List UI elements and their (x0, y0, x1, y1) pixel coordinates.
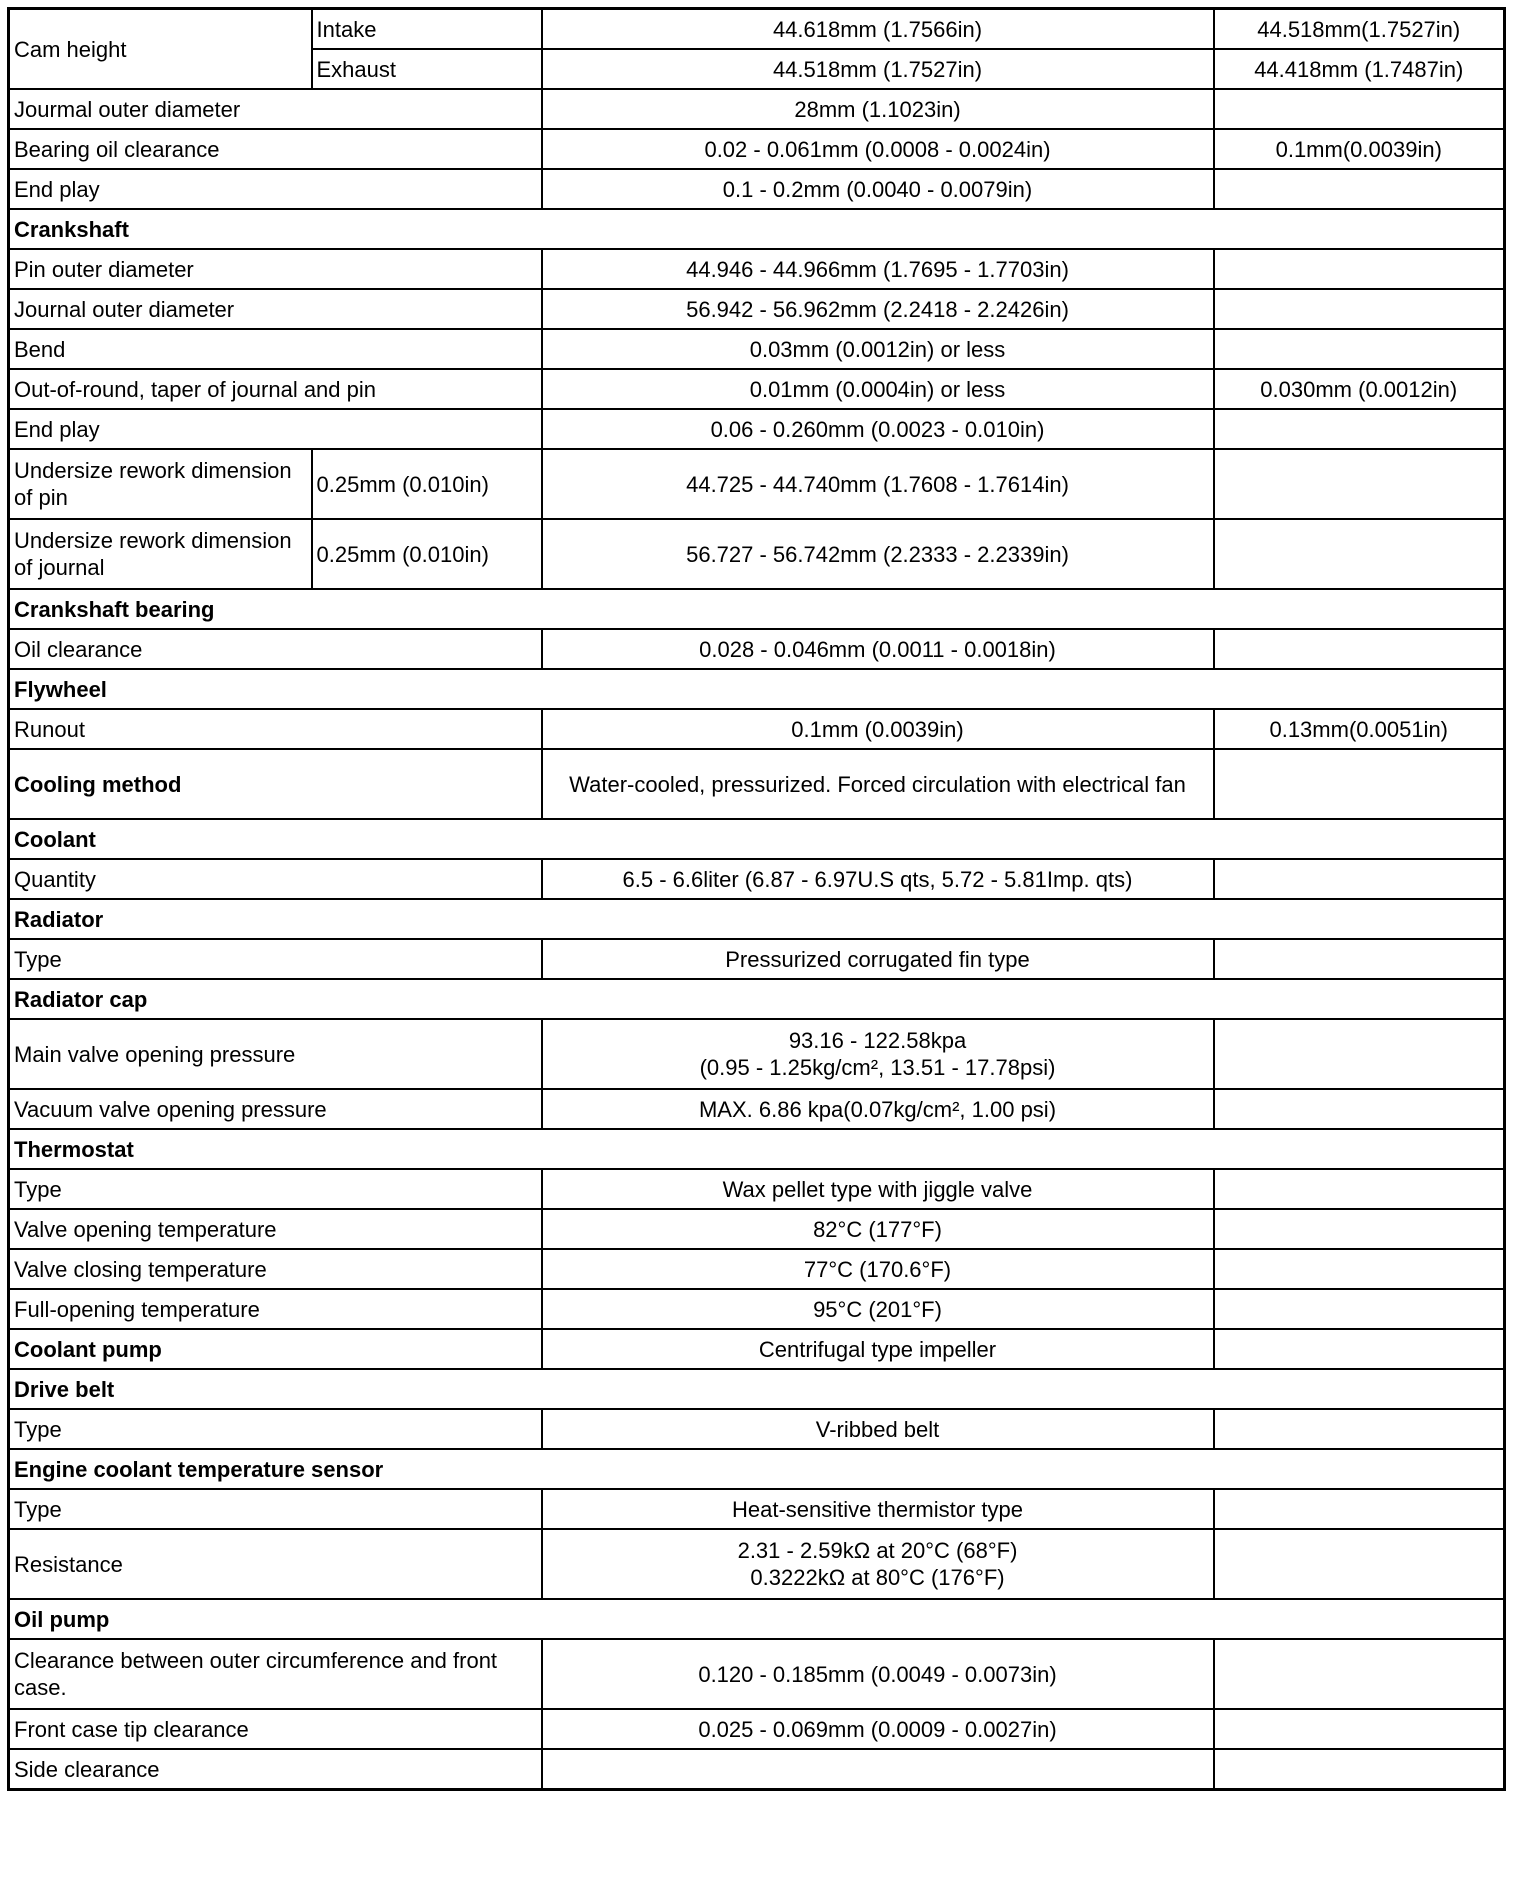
spec-label: Runout (9, 709, 542, 749)
spec-limit (1214, 1019, 1505, 1089)
section-title: Drive belt (9, 1369, 1505, 1409)
spec-value (542, 1749, 1214, 1790)
spec-value-line: Centrifugal type impeller (758, 1336, 997, 1362)
table-row (9, 1329, 1505, 1369)
spec-value (542, 1709, 1214, 1749)
spec-value-line: Wax pellet type with jiggle valve (722, 1176, 1033, 1202)
table-row (9, 249, 1505, 289)
spec-value-line: Water-cooled, pressurized. Forced circulation with electrical fan (569, 771, 1186, 797)
spec-limit (1214, 749, 1505, 819)
table-row (9, 1169, 1505, 1209)
spec-limit (1214, 449, 1505, 519)
spec-value-line: 0.120 - 0.185mm (0.0049 - 0.0073in) (698, 1661, 1057, 1687)
spec-value (542, 409, 1214, 449)
spec-value (542, 89, 1214, 129)
section-title: Crankshaft (9, 209, 1505, 249)
spec-value (542, 1639, 1214, 1709)
spec-limit (1214, 859, 1505, 899)
section-title: Engine coolant temperature sensor (9, 1449, 1505, 1489)
spec-value (542, 1019, 1214, 1089)
spec-limit (1214, 1529, 1505, 1599)
spec-value-line: 44.946 - 44.966mm (1.7695 - 1.7703in) (686, 256, 1069, 282)
spec-limit (1214, 1289, 1505, 1329)
spec-value (542, 369, 1214, 409)
spec-limit: 0.1mm(0.0039in) (1214, 129, 1505, 169)
spec-value (542, 249, 1214, 289)
spec-limit (1214, 409, 1505, 449)
spec-label: Type (9, 1489, 542, 1529)
table-row (9, 289, 1505, 329)
table-row (9, 629, 1505, 669)
spec-value (542, 1169, 1214, 1209)
spec-value (542, 709, 1214, 749)
table-row (9, 1709, 1505, 1749)
spec-value (542, 1209, 1214, 1249)
spec-label: Main valve opening pressure (9, 1019, 542, 1089)
spec-label: Valve closing temperature (9, 1249, 542, 1289)
spec-limit (1214, 1089, 1505, 1129)
spec-limit: 0.13mm(0.0051in) (1214, 709, 1505, 749)
table-row (9, 749, 1505, 819)
spec-limit (1214, 519, 1505, 589)
spec-label: Oil clearance (9, 629, 542, 669)
spec-label: Valve opening temperature (9, 1209, 542, 1249)
spec-value (542, 1529, 1214, 1599)
spec-limit (1214, 1169, 1505, 1209)
spec-value-line: 0.03mm (0.0012in) or less (749, 336, 1006, 362)
spec-label: Bearing oil clearance (9, 129, 542, 169)
spec-value-line: 93.16 - 122.58kpa (788, 1028, 967, 1053)
table-row (9, 709, 1505, 749)
spec-label: Cam height (9, 9, 312, 90)
spec-value-line: (0.95 - 1.25kg/cm², 13.51 - 17.78psi) (699, 1055, 1056, 1080)
spec-label: Type (9, 1169, 542, 1209)
spec-label: Front case tip clearance (9, 1709, 542, 1749)
section-header-row (9, 819, 1505, 859)
spec-label: Coolant pump (9, 1329, 542, 1369)
spec-limit: 0.030mm (0.0012in) (1214, 369, 1505, 409)
spec-limit: 44.518mm(1.7527in) (1214, 9, 1505, 50)
spec-value-line: MAX. 6.86 kpa(0.07kg/cm², 1.00 psi) (698, 1096, 1057, 1122)
spec-label: Side clearance (9, 1749, 542, 1790)
table-row (9, 9, 1505, 50)
section-title: Crankshaft bearing (9, 589, 1505, 629)
section-header-row (9, 209, 1505, 249)
spec-limit (1214, 89, 1505, 129)
spec-limit: 44.418mm (1.7487in) (1214, 49, 1505, 89)
spec-value (542, 1249, 1214, 1289)
spec-limit (1214, 329, 1505, 369)
spec-value-line: 0.1 - 0.2mm (0.0040 - 0.0079in) (722, 176, 1033, 202)
spec-table-body (9, 9, 1505, 1790)
spec-label: Pin outer diameter (9, 249, 542, 289)
spec-value-line: 44.725 - 44.740mm (1.7608 - 1.7614in) (686, 471, 1069, 497)
section-header-row (9, 669, 1505, 709)
table-row (9, 1489, 1505, 1529)
spec-value (542, 129, 1214, 169)
spec-value (542, 859, 1214, 899)
spec-sublabel: Exhaust (312, 49, 542, 89)
spec-value-line: 95°C (201°F) (813, 1296, 942, 1322)
spec-value (542, 169, 1214, 209)
spec-label: Full-opening temperature (9, 1289, 542, 1329)
spec-label: Type (9, 939, 542, 979)
spec-label: Out-of-round, taper of journal and pin (9, 369, 542, 409)
spec-label: Quantity (9, 859, 542, 899)
spec-value-line: 56.727 - 56.742mm (2.2333 - 2.2339in) (686, 541, 1069, 567)
spec-value-line: 0.1mm (0.0039in) (791, 716, 964, 742)
spec-limit (1214, 249, 1505, 289)
spec-value-line: 2.31 - 2.59kΩ at 20°C (68°F) (737, 1538, 1018, 1563)
table-row (9, 129, 1505, 169)
spec-value-line: 0.01mm (0.0004in) or less (749, 376, 1006, 402)
spec-sublabel: 0.25mm (0.010in) (312, 519, 542, 589)
section-title: Thermostat (9, 1129, 1505, 1169)
spec-label: Journal outer diameter (9, 289, 542, 329)
table-row (9, 89, 1505, 129)
section-header-row (9, 979, 1505, 1019)
spec-limit (1214, 939, 1505, 979)
table-row (9, 1639, 1505, 1709)
section-title: Coolant (9, 819, 1505, 859)
spec-label: End play (9, 169, 542, 209)
spec-value: 44.518mm (1.7527in) (542, 49, 1214, 89)
spec-label: Vacuum valve opening pressure (9, 1089, 542, 1129)
spec-value-line: Heat-sensitive thermistor type (732, 1496, 1023, 1522)
spec-value-line: Pressurized corrugated fin type (725, 946, 1030, 972)
spec-value-line: 0.06 - 0.260mm (0.0023 - 0.010in) (710, 416, 1045, 442)
spec-label: Undersize rework dimension of pin (9, 449, 312, 519)
spec-limit (1214, 1639, 1505, 1709)
spec-limit (1214, 1249, 1505, 1289)
spec-value-line: 77°C (170.6°F) (803, 1256, 952, 1282)
spec-label: Clearance between outer circumference and front case. (9, 1639, 542, 1709)
table-row (9, 1019, 1505, 1089)
section-header-row (9, 1369, 1505, 1409)
spec-value (542, 1409, 1214, 1449)
section-title: Radiator (9, 899, 1505, 939)
spec-limit (1214, 629, 1505, 669)
table-row (9, 329, 1505, 369)
section-header-row (9, 1599, 1505, 1639)
spec-value (542, 449, 1214, 519)
table-row (9, 169, 1505, 209)
table-row (9, 369, 1505, 409)
spec-value-line: 0.02 - 0.061mm (0.0008 - 0.0024in) (704, 136, 1051, 162)
spec-value-line: 0.3222kΩ at 80°C (176°F) (750, 1565, 1005, 1590)
table-row (9, 859, 1505, 899)
table-row (9, 1289, 1505, 1329)
table-row (9, 1089, 1505, 1129)
spec-label: End play (9, 409, 542, 449)
spec-limit (1214, 1329, 1505, 1369)
section-header-row (9, 589, 1505, 629)
table-row (9, 939, 1505, 979)
section-title: Radiator cap (9, 979, 1505, 1019)
spec-label: Type (9, 1409, 542, 1449)
spec-value (542, 1289, 1214, 1329)
table-row (9, 1749, 1505, 1790)
table-row (9, 1529, 1505, 1599)
table-row (9, 409, 1505, 449)
table-row (9, 1209, 1505, 1249)
spec-value (542, 1329, 1214, 1369)
spec-sublabel: 0.25mm (0.010in) (312, 449, 542, 519)
spec-limit (1214, 289, 1505, 329)
spec-value (542, 329, 1214, 369)
spec-value-line: V-ribbed belt (815, 1416, 940, 1442)
table-row (9, 519, 1505, 589)
spec-value-line: 82°C (177°F) (813, 1216, 942, 1242)
section-header-row (9, 1449, 1505, 1489)
specification-table (7, 7, 1506, 1791)
table-row (9, 1249, 1505, 1289)
spec-limit (1214, 169, 1505, 209)
spec-limit (1214, 1489, 1505, 1529)
spec-value-line: 0.028 - 0.046mm (0.0011 - 0.0018in) (699, 636, 1056, 662)
spec-value-line: 6.5 - 6.6liter (6.87 - 6.97U.S qts, 5.72 - 5.81Imp. qts) (622, 866, 1133, 892)
spec-value (542, 289, 1214, 329)
spec-sublabel: Intake (312, 9, 542, 50)
spec-value (542, 1089, 1214, 1129)
spec-label: Resistance (9, 1529, 542, 1599)
spec-value (542, 629, 1214, 669)
spec-limit (1214, 1749, 1505, 1790)
spec-value-line: 56.942 - 56.962mm (2.2418 - 2.2426in) (686, 296, 1069, 322)
table-row (9, 1409, 1505, 1449)
section-header-row (9, 899, 1505, 939)
spec-label: Cooling method (9, 749, 542, 819)
spec-value (542, 1489, 1214, 1529)
section-title: Oil pump (9, 1599, 1505, 1639)
table-row (9, 449, 1505, 519)
spec-label: Jourmal outer diameter (9, 89, 542, 129)
spec-label: Undersize rework dimension of journal (9, 519, 312, 589)
spec-value (542, 519, 1214, 589)
spec-limit (1214, 1209, 1505, 1249)
spec-value (542, 939, 1214, 979)
spec-value (542, 749, 1214, 819)
spec-value: 44.618mm (1.7566in) (542, 9, 1214, 50)
section-title: Flywheel (9, 669, 1505, 709)
spec-label: Bend (9, 329, 542, 369)
section-header-row (9, 1129, 1505, 1169)
spec-value-line: 28mm (1.1023in) (794, 96, 961, 122)
spec-value-line: 0.025 - 0.069mm (0.0009 - 0.0027in) (698, 1716, 1057, 1742)
spec-limit (1214, 1409, 1505, 1449)
spec-limit (1214, 1709, 1505, 1749)
